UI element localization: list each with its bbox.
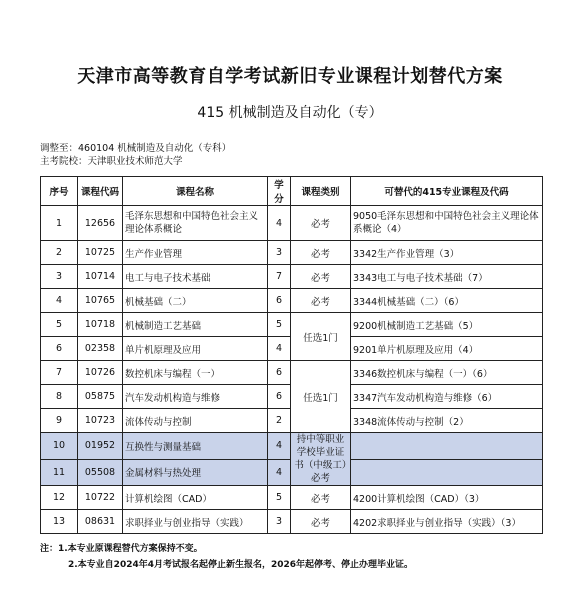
cell-credit: 3	[268, 510, 291, 534]
cell-type: 必考	[291, 486, 351, 510]
cell-code: 05508	[78, 459, 123, 486]
note-2: 2.本专业自2024年4月考试报名起停止新生报名，2026年起停考、停止办理毕业证。	[68, 560, 414, 570]
cell-no: 1	[41, 206, 78, 241]
table-row	[41, 313, 543, 337]
cell-name: 汽车发动机构造与维修	[123, 385, 268, 409]
cell-code: 10718	[78, 313, 123, 337]
cell-no: 9	[41, 409, 78, 433]
cell-code: 10765	[78, 289, 123, 313]
cell-type: 必考	[291, 289, 351, 313]
cell-code: 08631	[78, 510, 123, 534]
note-1: 注：1.本专业原课程替代方案保持不变。	[40, 544, 203, 554]
cell-no: 4	[41, 289, 78, 313]
cell-credit: 7	[268, 265, 291, 289]
cell-name: 金属材料与热处理	[123, 459, 268, 486]
cell-replace: 3343电工与电子技术基础（7）	[351, 265, 543, 289]
header-replace: 可替代的415专业课程及代码	[351, 177, 543, 206]
cell-code: 01952	[78, 433, 123, 460]
cell-code: 10725	[78, 241, 123, 265]
table-row	[41, 241, 543, 265]
cell-credit: 5	[268, 313, 291, 337]
table-row	[41, 361, 543, 385]
cell-no: 6	[41, 337, 78, 361]
cell-replace: 4202求职择业与创业指导（实践）（3）	[351, 510, 543, 534]
cell-no: 7	[41, 361, 78, 385]
school-line: 主考院校：天津职业技术师范大学	[40, 156, 183, 167]
cell-name: 机械基础（二）	[123, 289, 268, 313]
cell-replace: 3348流体传动与控制（2）	[351, 409, 543, 433]
cell-type-merged: 任选1门	[291, 313, 351, 361]
cell-type: 必考	[291, 265, 351, 289]
cell-credit: 6	[268, 289, 291, 313]
cell-type-merged: 持中等职业学校毕业证书（中级工）必考	[291, 433, 351, 486]
course-table	[40, 176, 543, 534]
cell-replace: 9050毛泽东思想和中国特色社会主义理论体系概论（4）	[351, 206, 543, 241]
cell-code: 10714	[78, 265, 123, 289]
cell-code: 10723	[78, 409, 123, 433]
cell-credit: 6	[268, 361, 291, 385]
cell-no: 2	[41, 241, 78, 265]
cell-name: 单片机原理及应用	[123, 337, 268, 361]
header-credit: 学分	[268, 177, 291, 206]
cell-name: 机械制造工艺基础	[123, 313, 268, 337]
cell-replace: 9201单片机原理及应用（4）	[351, 337, 543, 361]
cell-name: 毛泽东思想和中国特色社会主义理论体系概论	[123, 206, 268, 241]
adjust-line: 调整至：460104 机械制造及自动化（专科）	[40, 143, 232, 154]
cell-credit: 2	[268, 409, 291, 433]
cell-name: 互换性与测量基础	[123, 433, 268, 460]
cell-replace	[351, 459, 543, 486]
table-row-highlighted	[41, 433, 543, 460]
cell-no: 5	[41, 313, 78, 337]
cell-type: 必考	[291, 241, 351, 265]
header-no: 序号	[41, 177, 78, 206]
cell-credit: 6	[268, 385, 291, 409]
cell-replace: 3342生产作业管理（3）	[351, 241, 543, 265]
cell-name: 求职择业与创业指导（实践）	[123, 510, 268, 534]
cell-credit: 4	[268, 337, 291, 361]
cell-credit: 4	[268, 459, 291, 486]
cell-name: 流体传动与控制	[123, 409, 268, 433]
cell-name: 电工与电子技术基础	[123, 265, 268, 289]
document-title: 天津市高等教育自学考试新旧专业课程计划替代方案	[77, 66, 503, 87]
cell-no: 12	[41, 486, 78, 510]
cell-no: 11	[41, 459, 78, 486]
cell-replace: 3344机械基础（二）（6）	[351, 289, 543, 313]
cell-name: 生产作业管理	[123, 241, 268, 265]
header-code: 课程代码	[78, 177, 123, 206]
cell-type: 必考	[291, 206, 351, 241]
cell-replace: 9200机械制造工艺基础（5）	[351, 313, 543, 337]
cell-code: 05875	[78, 385, 123, 409]
cell-credit: 3	[268, 241, 291, 265]
cell-name: 数控机床与编程（一）	[123, 361, 268, 385]
cell-no: 3	[41, 265, 78, 289]
cell-replace	[351, 433, 543, 460]
table-header-row	[41, 177, 543, 206]
table-row	[41, 206, 543, 241]
cell-no: 10	[41, 433, 78, 460]
cell-code: 10722	[78, 486, 123, 510]
header-name: 课程名称	[123, 177, 268, 206]
cell-replace: 3346数控机床与编程（一）（6）	[351, 361, 543, 385]
cell-type: 必考	[291, 510, 351, 534]
header-type: 课程类别	[291, 177, 351, 206]
table-row	[41, 486, 543, 510]
cell-replace: 3347汽车发动机构造与维修（6）	[351, 385, 543, 409]
table-row	[41, 265, 543, 289]
cell-replace: 4200计算机绘图（CAD）（3）	[351, 486, 543, 510]
table-row	[41, 289, 543, 313]
document-subtitle: 415 机械制造及自动化（专）	[197, 105, 383, 121]
cell-no: 13	[41, 510, 78, 534]
cell-credit: 5	[268, 486, 291, 510]
cell-code: 10726	[78, 361, 123, 385]
cell-credit: 4	[268, 433, 291, 460]
cell-type-merged: 任选1门	[291, 361, 351, 433]
cell-no: 8	[41, 385, 78, 409]
cell-name: 计算机绘图（CAD）	[123, 486, 268, 510]
cell-credit: 4	[268, 206, 291, 241]
cell-code: 12656	[78, 206, 123, 241]
cell-code: 02358	[78, 337, 123, 361]
table-row	[41, 510, 543, 534]
